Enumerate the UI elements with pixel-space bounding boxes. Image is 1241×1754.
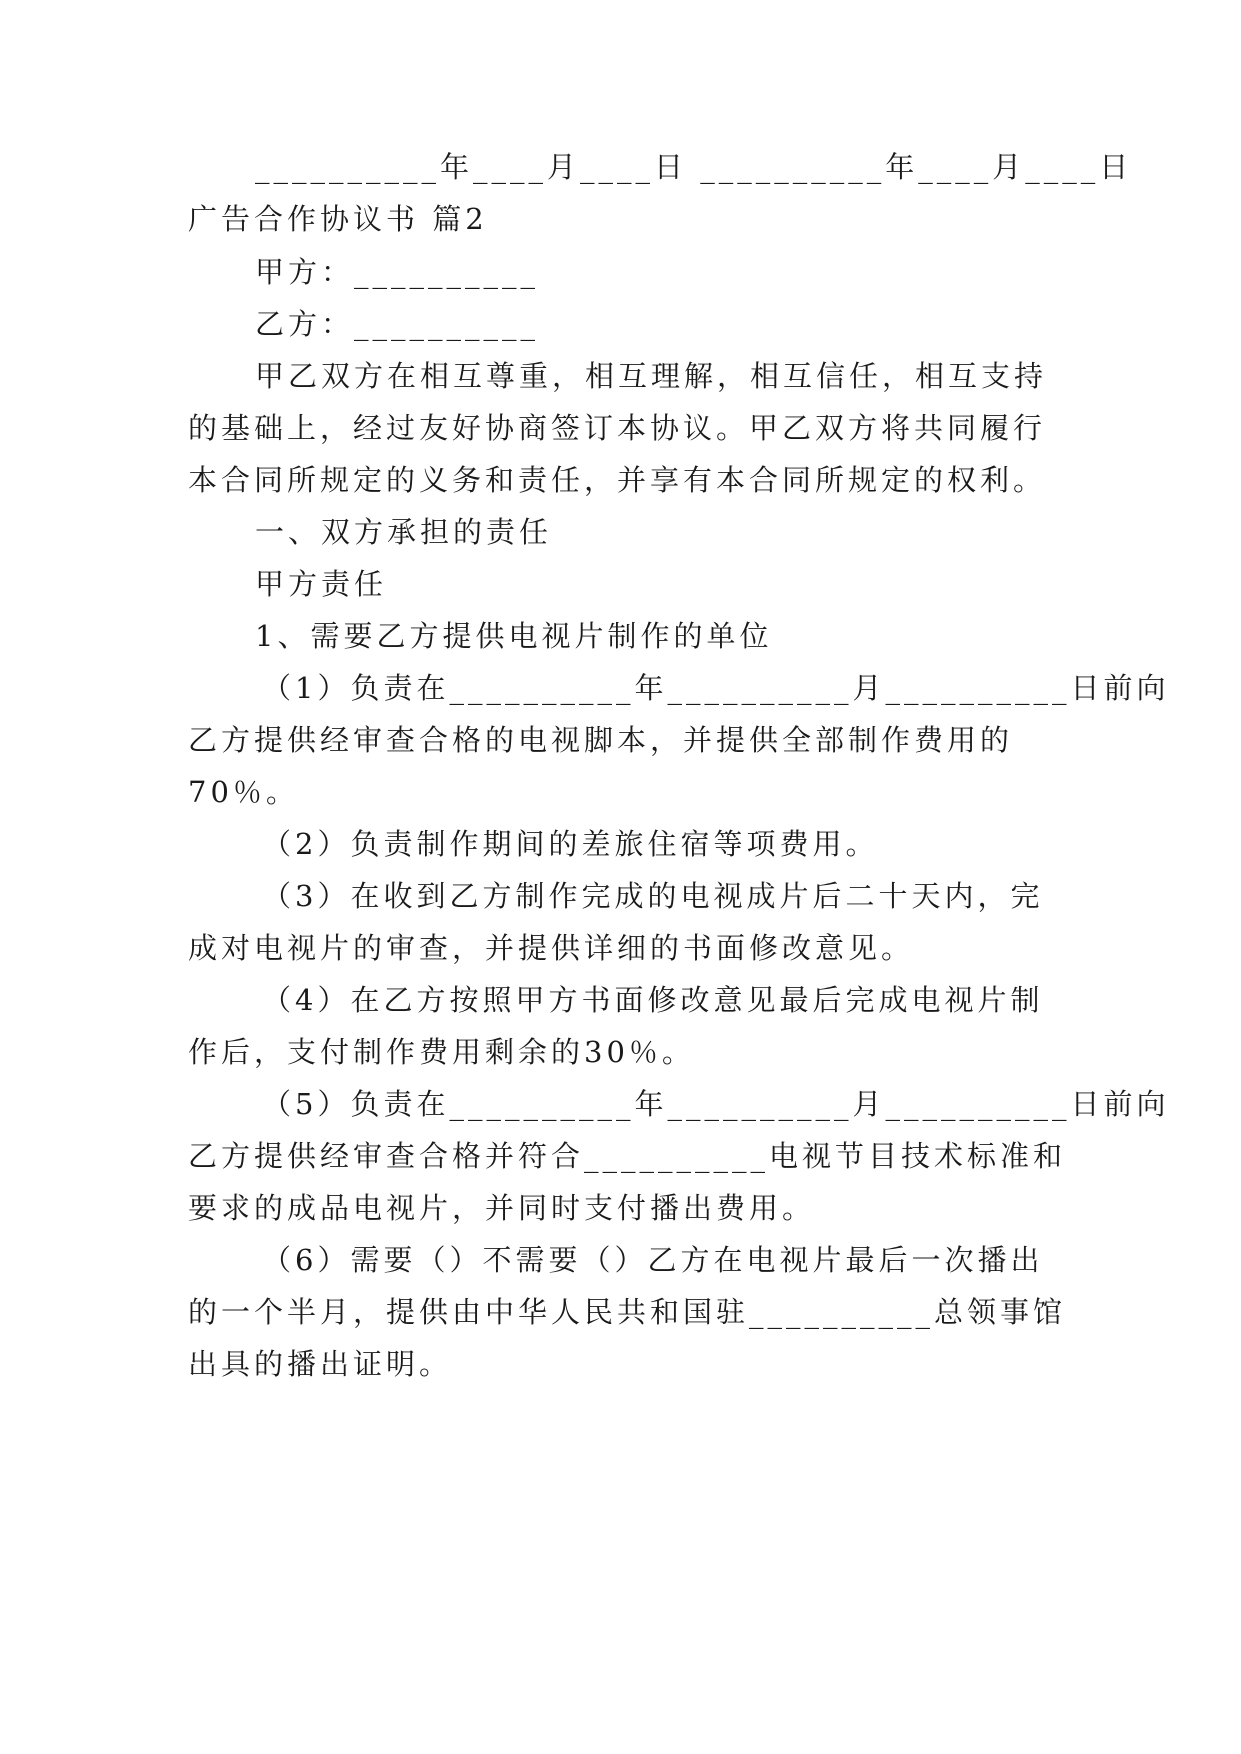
item-line: 的一个半月，提供由中华人民共和国驻__________总领事馆 — [188, 1295, 1067, 1329]
item-line: 作后，支付制作费用剩余的30％。 — [188, 1035, 695, 1069]
paragraph-line: 的基础上，经过友好协商签订本协议。甲乙双方将共同履行 — [188, 411, 1047, 445]
item-line: 要求的成品电视片，并同时支付播出费用。 — [188, 1191, 816, 1225]
item-line: 70％。 — [188, 775, 299, 809]
item-line: （3）在收到乙方制作完成的电视成片后二十天内，完 — [262, 879, 1044, 913]
item-line: （5）负责在__________年__________月__________日前向 — [262, 1087, 1170, 1121]
party-a-line: 甲方：__________ — [255, 255, 540, 289]
subheading-line: 甲方责任 — [255, 567, 388, 601]
item-line: 出具的播出证明。 — [188, 1347, 453, 1381]
item-line: 乙方提供经审查合格的电视脚本，并提供全部制作费用的 — [188, 723, 1014, 757]
paragraph-line: 甲乙双方在相互尊重，相互理解，相互信任，相互支持 — [255, 359, 1048, 393]
item-line: （6）需要（）不需要（）乙方在电视片最后一次播出 — [262, 1243, 1044, 1277]
item-line: 1、需要乙方提供电视片制作的单位 — [255, 619, 773, 653]
item-line: 成对电视片的审查，并提供详细的书面修改意见。 — [188, 931, 915, 965]
heading-line: 一、双方承担的责任 — [255, 515, 553, 549]
paragraph-line: 本合同所规定的义务和责任，并享有本合同所规定的权利。 — [188, 463, 1047, 497]
section-title: 广告合作协议书 篇2 — [188, 202, 488, 236]
item-line: （1）负责在__________年__________月__________日前向 — [262, 671, 1170, 705]
item-line: （4）在乙方按照甲方书面修改意见最后完成电视片制 — [262, 983, 1044, 1017]
item-line: 乙方提供经审查合格并符合__________电视节目技术标准和 — [188, 1139, 1067, 1173]
party-b-line: 乙方：__________ — [255, 307, 540, 341]
item-line: （2）负责制作期间的差旅住宿等项费用。 — [262, 827, 879, 861]
date-signature-line: __________年____月____日 __________年____月____日 — [255, 150, 1133, 184]
